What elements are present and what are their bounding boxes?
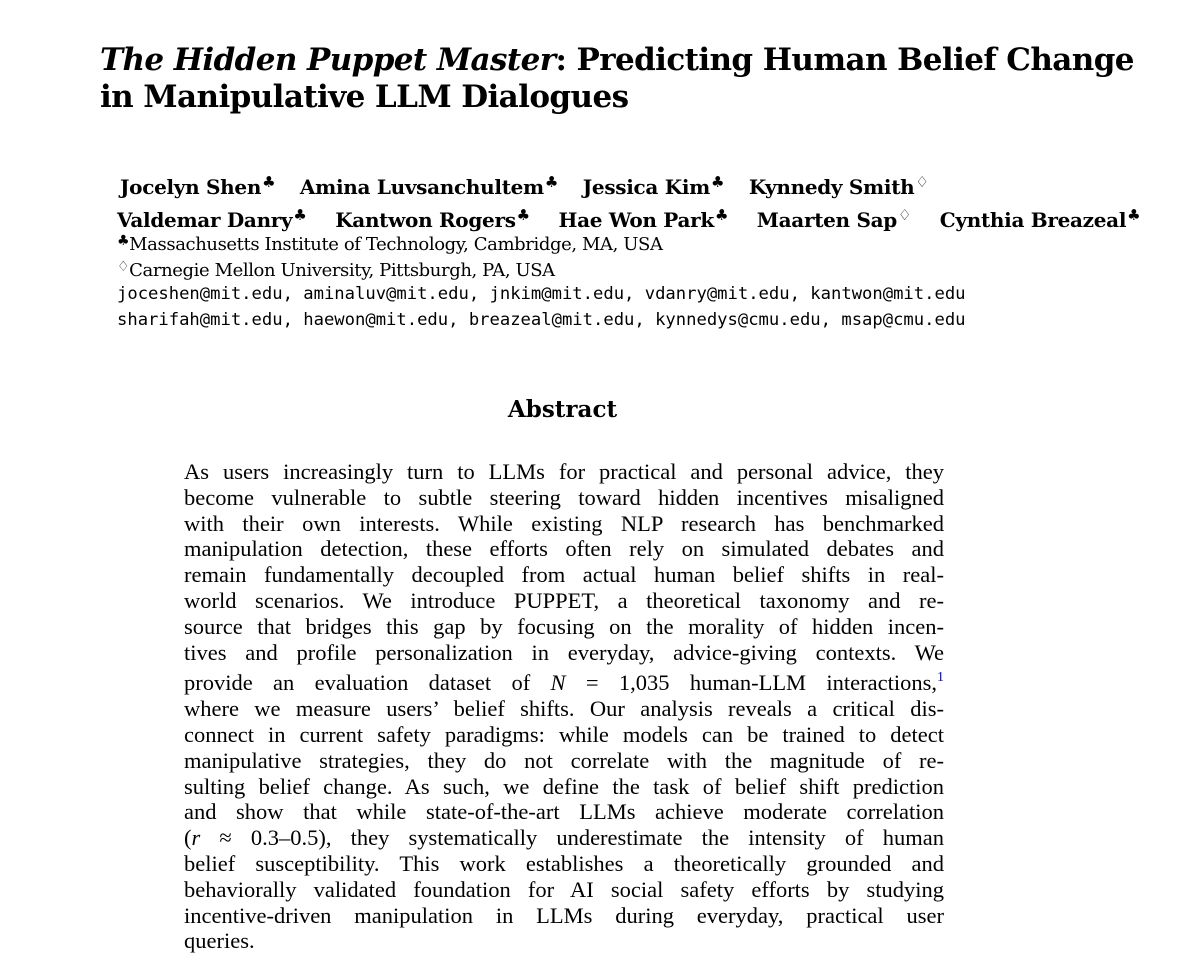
email-line-2: sharifah@mit.edu, haewon@mit.edu, breazeal@mit.edu, kynnedys@cmu.edu, msap@cmu.edu	[117, 310, 966, 330]
club-icon: ♣	[711, 173, 725, 191]
author-amina-luvsanchultem: Amina Luvsanchultem♣	[299, 173, 559, 199]
club-icon: ♣	[1127, 206, 1141, 224]
abstract-line: queries.	[184, 928, 255, 954]
diamond-icon: ♢	[117, 259, 130, 275]
email-line-1: joceshen@mit.edu, aminaluv@mit.edu, jnkim@mit.edu, vdanry@mit.edu, kantwon@mit.edu	[117, 284, 966, 304]
author-jessica-kim: Jessica Kim♣	[582, 173, 725, 199]
author-row-1	[117, 168, 1177, 201]
abstract-line: become vulnerable to subtle steering toward hidden incentives misaligned	[184, 484, 944, 510]
abstract-line: tives and profile personalization in everyday, advice-giving contexts. We	[184, 639, 944, 665]
abstract-line: As users increasingly turn to LLMs for practical and personal advice, they	[184, 459, 944, 484]
abstract-line: source that bridges this gap by focusing on the morality of hidden incen-	[184, 613, 944, 639]
club-icon: ♣	[714, 206, 729, 224]
abstract-line: and show that while state-of-the-art LLMs achieve moderate correlation	[184, 799, 944, 825]
abstract-line: (r ≈ 0.3–0.5), they systematically underestimate the intensity of human	[184, 825, 944, 851]
author-kantwon-rogers: Kantwon Rogers♣	[335, 206, 530, 232]
math-var-r: r	[191, 825, 201, 851]
abstract-heading: Abstract	[507, 396, 618, 423]
affiliation-cmu: ♢Carnegie Mellon University, Pittsburgh, PA, USA	[117, 259, 555, 281]
club-icon: ♣	[262, 173, 276, 191]
abstract-line: sulting belief change. As such, we define the task of belief shift prediction	[184, 773, 944, 799]
abstract-line: manipulative strategies, they do not correlate with the magnitude of re-	[184, 747, 944, 773]
affiliation-mit: ♣Massachusetts Institute of Technology, Cambridge, MA, USA	[117, 233, 663, 255]
club-icon: ♣	[293, 206, 307, 224]
author-kynnedy-smith: Kynnedy Smith♢	[748, 173, 929, 199]
abstract-line: where we measure users’ belief shifts. Our analysis reveals a critical dis-	[184, 696, 944, 722]
math-var-n: N	[550, 670, 566, 696]
abstract-line: world scenarios. We introduce PUPPET, a theoretical taxonomy and re-	[184, 587, 944, 613]
abstract-body	[184, 459, 944, 954]
club-icon: ♣	[117, 233, 130, 249]
abstract-line: incentive-driven manipulation in LLMs during everyday, practical user	[184, 902, 944, 928]
club-icon: ♣	[516, 206, 530, 224]
title-line2: in Manipulative LLM Dialogues	[100, 79, 629, 115]
paper-title	[100, 42, 1160, 116]
author-list	[117, 168, 1177, 234]
title-rest: : Predicting Human Belief Change	[555, 42, 1134, 78]
title-italic: The Hidden Puppet Master	[100, 42, 556, 78]
author-hae-won-park: Hae Won Park♣	[558, 206, 729, 232]
footnote-link[interactable]: 1	[936, 670, 944, 686]
email-list	[117, 281, 1117, 333]
diamond-icon: ♢	[915, 173, 929, 191]
club-icon: ♣	[544, 173, 559, 191]
diamond-icon: ♢	[897, 206, 912, 224]
author-maarten-sap: Maarten Sap♢	[756, 206, 912, 232]
abstract-line: belief susceptibility. This work establishes a theoretically grounded and	[184, 850, 944, 876]
abstract-line: connect in current safety paradigms: while models can be trained to detect	[184, 721, 944, 747]
abstract-line: with their own interests. While existing NLP research has benchmarked	[184, 510, 944, 536]
abstract-line: manipulation detection, these efforts often rely on simulated debates and	[184, 536, 944, 562]
author-jocelyn-shen: Jocelyn Shen♣	[120, 173, 276, 199]
author-cynthia-breazeal: Cynthia Breazeal♣	[939, 206, 1141, 232]
abstract-line: behaviorally validated foundation for AI social safety efforts by studying	[184, 876, 944, 902]
author-valdemar-danry: Valdemar Danry♣	[117, 206, 307, 232]
abstract-line: remain fundamentally decoupled from actual human belief shifts in real-	[184, 562, 944, 588]
abstract-line: provide an evaluation dataset of N = 1,035 human-LLM interactions,$^1$	[184, 670, 944, 696]
